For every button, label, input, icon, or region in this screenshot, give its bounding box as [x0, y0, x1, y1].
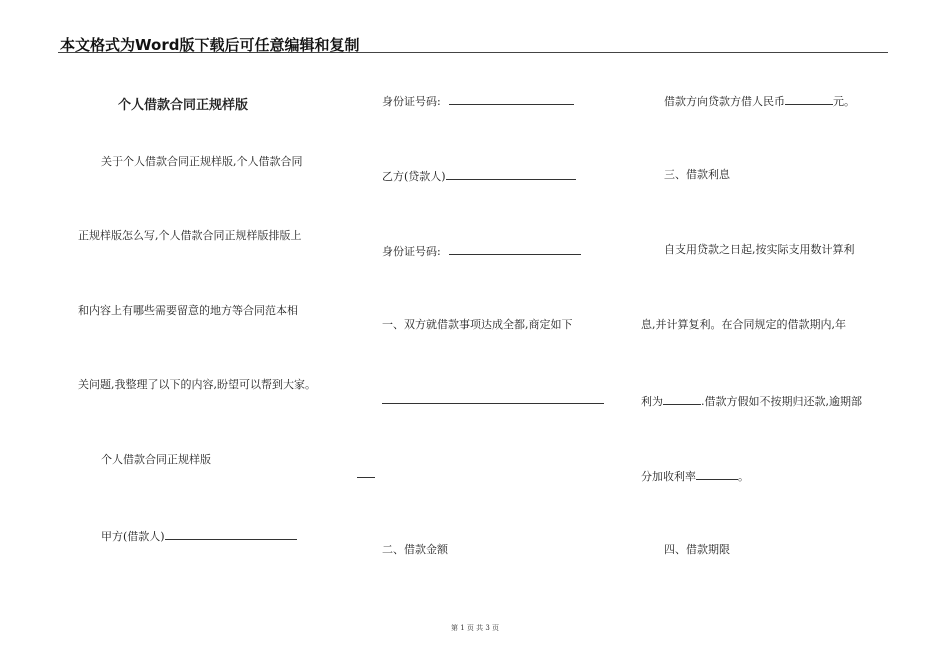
header-divider: [58, 52, 888, 53]
section-loan-interest: 三、借款利息: [664, 168, 730, 181]
penalty-rate-prefix: 分加收利率: [641, 470, 696, 483]
loan-amount-sentence: [664, 93, 855, 109]
party-a-label: 甲方(借款人): [101, 530, 165, 543]
section-loan-term: 四、借款期限: [664, 543, 730, 556]
header-title: 本文格式为Word版下载后可任意编辑和复制: [60, 36, 360, 54]
fill-in-line-short: [357, 477, 375, 478]
penalty-rate-blank: [696, 468, 738, 480]
clause-intro: 一、双方就借款事项达成全都,商定如下: [382, 318, 573, 331]
penalty-rate-suffix: 。: [738, 470, 749, 483]
id-number-field-1: [382, 93, 574, 109]
loan-amount-suffix: 元。: [833, 95, 855, 108]
interest-rate-prefix: 利为: [641, 395, 663, 408]
id-number-label-2: 身份证号码:: [382, 245, 441, 258]
loan-amount-blank: [785, 93, 833, 105]
loan-amount-prefix: 借款方向贷款方借人民币: [664, 95, 785, 108]
section-loan-amount: 二、借款金额: [382, 543, 448, 556]
party-a-field: [101, 528, 297, 544]
intro-paragraph-line-1: 关于个人借款合同正规样版,个人借款合同: [101, 155, 303, 168]
interest-rate-suffix: .借款方假如不按期归还款,逾期部: [701, 395, 862, 408]
intro-paragraph-line-4: 关问题,我整理了以下的内容,盼望可以帮到大家。: [78, 378, 316, 391]
interest-line-3: [641, 393, 862, 409]
interest-line-1: 自支用贷款之日起,按实际支用数计算利: [664, 243, 855, 256]
id-number-field-2: [382, 243, 581, 259]
interest-rate-blank: [663, 393, 701, 405]
interest-line-4: [641, 468, 749, 484]
id-number-blank-2: [449, 243, 581, 255]
intro-paragraph-line-3: 和内容上有哪些需要留意的地方等合同范本相: [78, 304, 298, 317]
intro-paragraph-line-2: 正规样版怎么写,个人借款合同正规样版排版上: [78, 229, 302, 242]
interest-line-2: 息,并计算复利。在合同规定的借款期内,年: [641, 318, 846, 331]
id-number-label-1: 身份证号码:: [382, 95, 441, 108]
party-b-field: [382, 168, 576, 184]
document-title: 个人借款合同正规样版: [118, 98, 249, 113]
party-b-label: 乙方(贷款人): [382, 170, 446, 183]
page-indicator: 第 1 页 共 3 页: [450, 624, 500, 632]
fill-in-line: [382, 403, 604, 404]
contract-subtitle: 个人借款合同正规样版: [101, 453, 211, 466]
party-a-blank: [165, 528, 297, 540]
id-number-blank-1: [449, 93, 574, 105]
party-b-blank: [446, 168, 576, 180]
